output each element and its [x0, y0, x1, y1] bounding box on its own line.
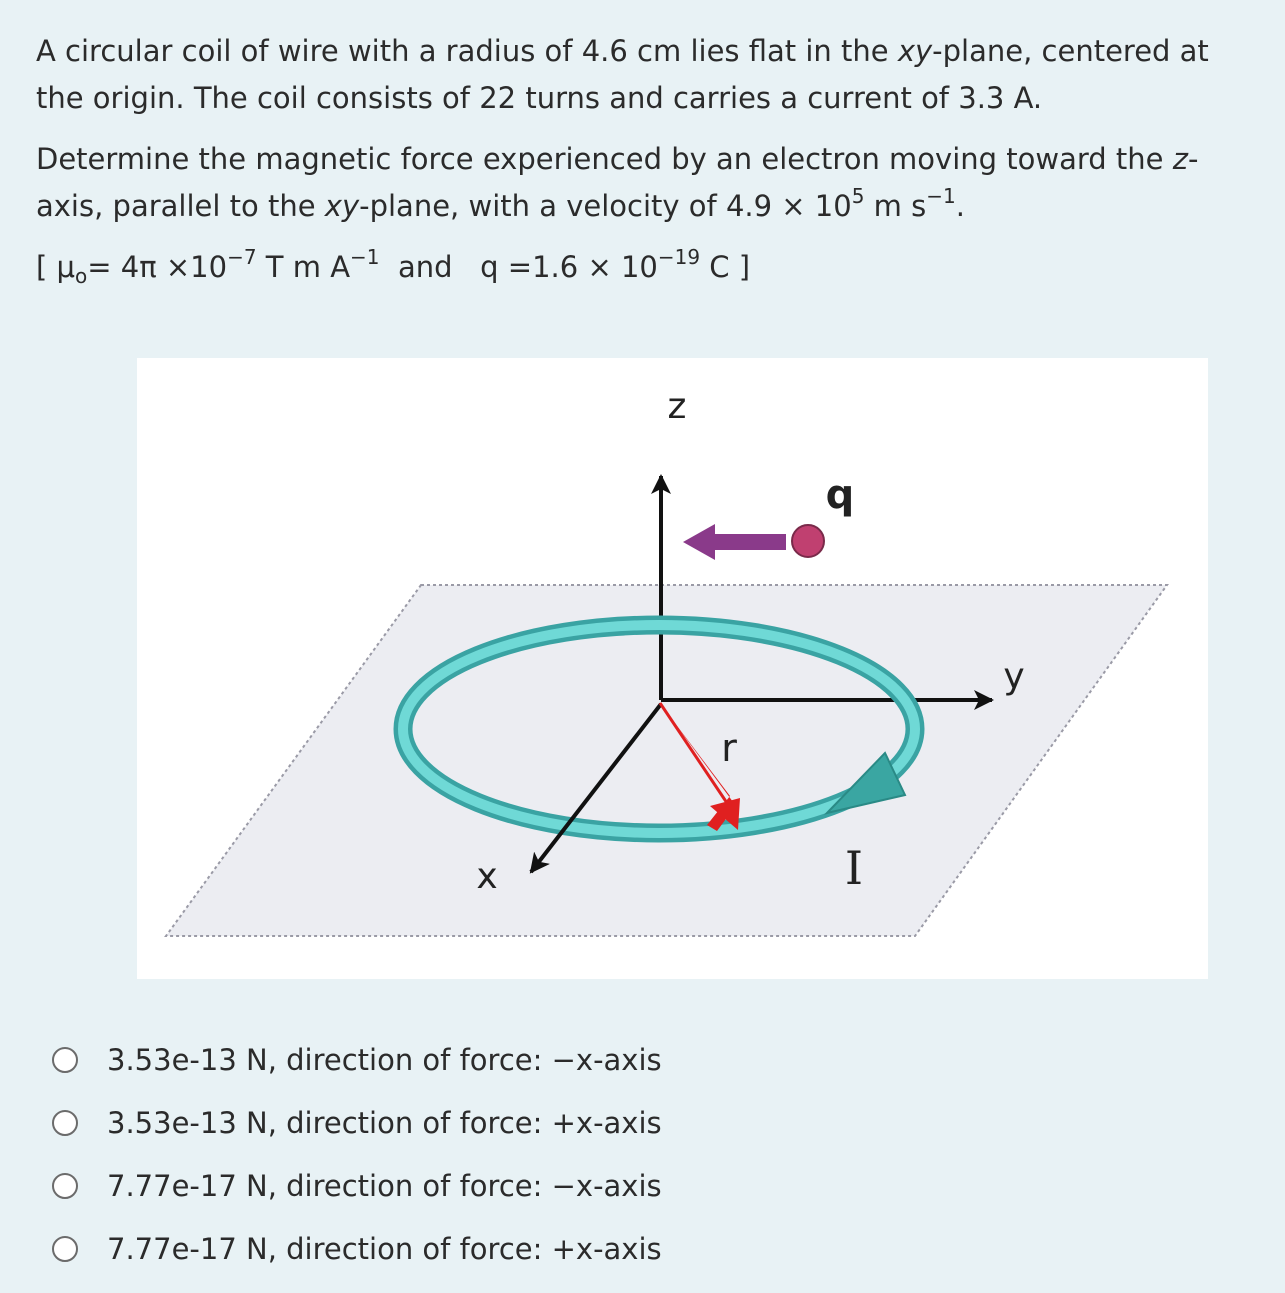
question-text-segment: A circular coil of wire with a radius of 4.6 cm lies flat in the: [36, 34, 898, 68]
y-axis-label: y: [1003, 656, 1025, 697]
question-exponent: 5: [851, 184, 865, 208]
radio-button[interactable]: [52, 1110, 78, 1136]
answer-option-label: 7.77e-17 N, direction of force: −x-axis: [107, 1168, 662, 1203]
answer-option-label: 7.77e-17 N, direction of force: +x-axis: [107, 1231, 662, 1266]
question-text-segment: T m A: [256, 250, 351, 284]
radius-label: r: [721, 726, 737, 770]
velocity-arrow-shaft: [712, 534, 786, 550]
question-text-segment: = 4π ×10: [87, 250, 228, 284]
question-paragraph-task: [36, 136, 1261, 230]
answer-options: [52, 1028, 852, 1280]
question-exponent: −1: [926, 184, 956, 208]
question-text-segment: -plane, with a velocity of 4.9 × 10: [359, 189, 852, 223]
question-text-segment: .: [955, 189, 965, 223]
question-exponent: −7: [227, 245, 257, 269]
answer-option-label: 3.53e-13 N, direction of force: +x-axis: [107, 1105, 662, 1140]
answer-option-label: 3.53e-13 N, direction of force: −x-axis: [107, 1042, 662, 1077]
radio-button[interactable]: [52, 1047, 78, 1073]
charge-label: q: [825, 472, 855, 518]
xy-plane: [166, 585, 1167, 936]
question-paragraph-constants: [36, 244, 1261, 291]
coil-diagram-svg: [137, 358, 1208, 979]
current-label: I: [844, 841, 864, 895]
question-exponent: −1: [350, 245, 380, 269]
question-text-segment: [ μ: [36, 250, 75, 284]
z-axis-label: z: [667, 386, 687, 427]
question-text-segment: Determine the magnetic force experienced by an electron moving toward the: [36, 142, 1173, 176]
question-text-italic: xy: [324, 189, 360, 223]
radio-button[interactable]: [52, 1236, 78, 1262]
question-text-segment: -axis, parallel to the: [36, 142, 1199, 223]
answer-option[interactable]: [52, 1028, 852, 1091]
x-axis-label: x: [476, 856, 498, 897]
velocity-arrowhead: [683, 524, 715, 560]
charge-particle: [792, 525, 824, 557]
question-text: [36, 28, 1261, 291]
answer-option[interactable]: [52, 1091, 852, 1154]
radio-button[interactable]: [52, 1173, 78, 1199]
answer-option[interactable]: [52, 1217, 852, 1280]
coil-diagram: [137, 358, 1208, 979]
question-subscript: o: [74, 264, 88, 288]
question-text-segment: C ]: [700, 250, 751, 284]
question-text-italic: z: [1172, 142, 1188, 176]
answer-option[interactable]: [52, 1154, 852, 1217]
question-exponent: −19: [657, 245, 701, 269]
question-text-italic: xy: [897, 34, 933, 68]
question-text-segment: -plane, centered at the origin. The coil consists of 22 turns and carries a current of 3.3 A.: [36, 34, 1209, 115]
question-paragraph-setup: [36, 28, 1261, 122]
question-text-segment: m s: [864, 189, 927, 223]
question-text-segment: and q =1.6 × 10: [379, 250, 658, 284]
